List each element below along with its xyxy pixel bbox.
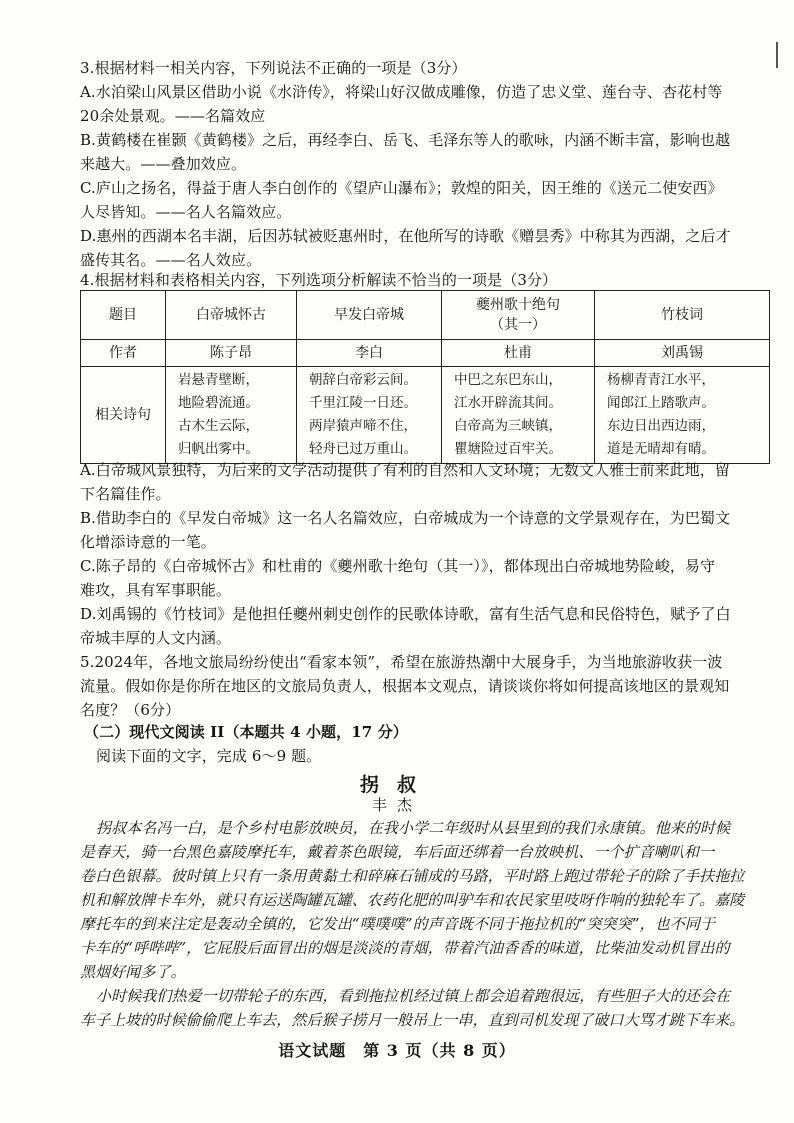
q3-stem: 3.根据材料一相关内容，下列说法不正确的一项是（3分） [80, 59, 467, 77]
poem-line: 东边日出西边雨， [607, 418, 715, 434]
story-paragraph-line: 卷白色银幕。彼时镇上只有一条用黄黏土和碎麻石铺成的马路，平时路上跑过带轮子的除了手扶拖拉 [80, 867, 745, 885]
table-cell-title: 早发白帝城 [297, 291, 442, 340]
table-cell-title [442, 291, 595, 340]
poem-line: 岩悬青壁断， [178, 372, 259, 388]
table-cell-poem [442, 367, 595, 464]
table-header-poem: 相关诗句 [81, 367, 166, 464]
q4-option-a-cont: 下名篇佳作。 [80, 485, 171, 503]
table-cell-author: 杜甫 [442, 340, 595, 367]
poem-line: 江水开辟流其间。 [454, 395, 562, 411]
q4-option-c-cont: 难攻，具有军事职能。 [80, 581, 232, 599]
poem-line: 杨柳青青江水平， [607, 372, 715, 388]
q3-option-a: A.水泊梁山风景区借助小说《水浒传》，将梁山好汉做成雕像，仿造了忠义堂、莲台寺、杏花村等 [80, 83, 723, 101]
title-main: 夔州歌十绝句 [476, 297, 560, 313]
story-paragraph-line: 摩托车的到来注定是轰动全镇的，它发出“噗噗噗”的声音既不同于拖拉机的“突突突”，也不同于 [80, 915, 716, 933]
table-cell-author: 陈子昂 [166, 340, 297, 367]
poem-line: 古木生云际， [178, 418, 259, 434]
q5-text-cont: 名度？（6分） [80, 701, 181, 719]
poem-line: 白帝高为三峡镇， [454, 418, 562, 434]
poem-line: 中巴之东巴东山， [454, 372, 562, 388]
section-heading: （二）现代文阅读 II（本题共 4 小题，17 分） [84, 723, 408, 741]
story-title: 拐叔 [359, 774, 434, 796]
story-paragraph-line: 机和解放牌卡车外，就只有运送陶罐瓦罐、农药化肥的叫驴车和农民家里吱呀作响的独轮车了。嘉陵 [80, 891, 745, 909]
table-cell-author: 刘禹锡 [595, 340, 770, 367]
q3-option-c: C.庐山之扬名，得益于唐人李白创作的《望庐山瀑布》；敦煌的阳关，因王维的《送元二使安西》 [80, 179, 723, 197]
q4-option-b-cont: 化增添诗意的一笔。 [80, 533, 216, 551]
table-row-titles [81, 291, 770, 340]
title-note: （其一） [490, 317, 546, 333]
poem-line: 闻郎江上踏歌声。 [607, 395, 715, 411]
story-paragraph-line: 小时候我们热爱一切带轮子的东西，看到拖拉机经过镇上都会追着跑很远，有些胆子大的还会在 [96, 987, 731, 1005]
q5-text-cont: 流量。假如你是你所在地区的文旅局负责人，根据本文观点，请谈谈你将如何提高该地区的景观知 [80, 677, 730, 695]
table-row-poems [81, 367, 770, 464]
table-cell-title: 白帝城怀古 [166, 291, 297, 340]
story-paragraph-line: 拐叔本名冯一白，是个乡村电影放映员，在我小学二年级时从县里到的我们永康镇。他来的时候 [96, 819, 731, 837]
story-paragraph-line: 是春天，骑一台黑色嘉陵摩托车，戴着茶色眼镜，车后面还绑着一台放映机、一个扩音喇叭和一 [80, 843, 715, 861]
poem-line: 道是无晴却有晴。 [607, 441, 715, 457]
binding-margin-line [776, 42, 778, 68]
q5-text: 5.2024年，各地文旅局纷纷使出“看家本领”，希望在旅游热潮中大展身手，为当地旅游收获一波 [80, 653, 723, 671]
poem-line: 朝辞白帝彩云间。 [309, 372, 417, 388]
table-cell-poem [297, 367, 442, 464]
poem-line: 瞿塘险过百牢关。 [454, 441, 562, 457]
table-cell-poem [166, 367, 297, 464]
q3-option-c-cont: 人尽皆知。——名人名篇效应。 [80, 203, 292, 221]
poem-line: 轻舟已过万重山。 [309, 441, 417, 457]
q4-stem: 4.根据材料和表格相关内容，下列选项分析解读不恰当的一项是（3分） [80, 271, 558, 289]
story-paragraph-line: 车子上坡的时候偷偷爬上车去，然后猴子捞月一般吊上一串，直到司机发现了破口大骂才跳下车来。 [80, 1011, 745, 1029]
poem-line: 千里江陵一日还。 [309, 395, 417, 411]
q3-option-b: B.黄鹤楼在崔颢《黄鹤楼》之后，再经李白、岳飞、毛泽东等人的歌咏，内涵不断丰富，影响也越 [80, 131, 731, 149]
page-footer: 语文试题 第 3 页（共 8 页） [278, 1041, 516, 1060]
story-paragraph-line: 黑烟好闻多了。 [80, 963, 186, 981]
q4-option-c: C.陈子昂的《白帝城怀古》和杜甫的《夔州歌十绝句（其一）》，都体现出白帝城地势险峻，易守 [80, 557, 716, 575]
q4-option-a: A.白帝城风景独特，为后来的文学活动提供了有利的自然和人文环境；无数文人雅士前来此地，留 [80, 461, 731, 479]
poem-table [80, 290, 770, 464]
q4-option-d: D.刘禹锡的《竹枝词》是他担任夔州刺史创作的民歌体诗歌，富有生活气息和民俗特色，赋予了白 [80, 605, 731, 623]
poem-line: 地险碧流通。 [178, 395, 259, 411]
table-header-title: 题目 [81, 291, 166, 340]
section-instruction: 阅读下面的文字，完成 6～9 题。 [96, 747, 322, 765]
poem-line: 归帆出雾中。 [178, 441, 259, 457]
story-author: 丰杰 [371, 796, 422, 814]
q3-option-a-cont: 20余处景观。——名篇效应 [80, 107, 266, 125]
table-row-authors [81, 340, 770, 367]
table-cell-title: 竹枝词 [595, 291, 770, 340]
poem-line: 两岸猿声啼不住， [309, 418, 417, 434]
q4-option-d-cont: 帝城丰厚的人文内涵。 [80, 629, 232, 647]
q4-option-b: B.借助李白的《早发白帝城》这一名人名篇效应，白帝城成为一个诗意的文学景观存在，为巴蜀文 [80, 509, 731, 527]
q3-option-d: D.惠州的西湖本名丰湖，后因苏轼被贬惠州时，在他所写的诗歌《赠昙秀》中称其为西湖，之后才 [80, 227, 731, 245]
story-paragraph-line: 卡车的“呼哔哔”，它屁股后面冒出的烟是淡淡的青烟，带着汽油香香的味道，比柴油发动机冒出的 [80, 939, 730, 957]
q3-option-d-cont: 盛传其名。——名人效应。 [80, 251, 262, 269]
q3-option-b-cont: 来越大。——叠加效应。 [80, 155, 247, 173]
table-header-author: 作者 [81, 340, 166, 367]
table-cell-author: 李白 [297, 340, 442, 367]
table-cell-poem [595, 367, 770, 464]
